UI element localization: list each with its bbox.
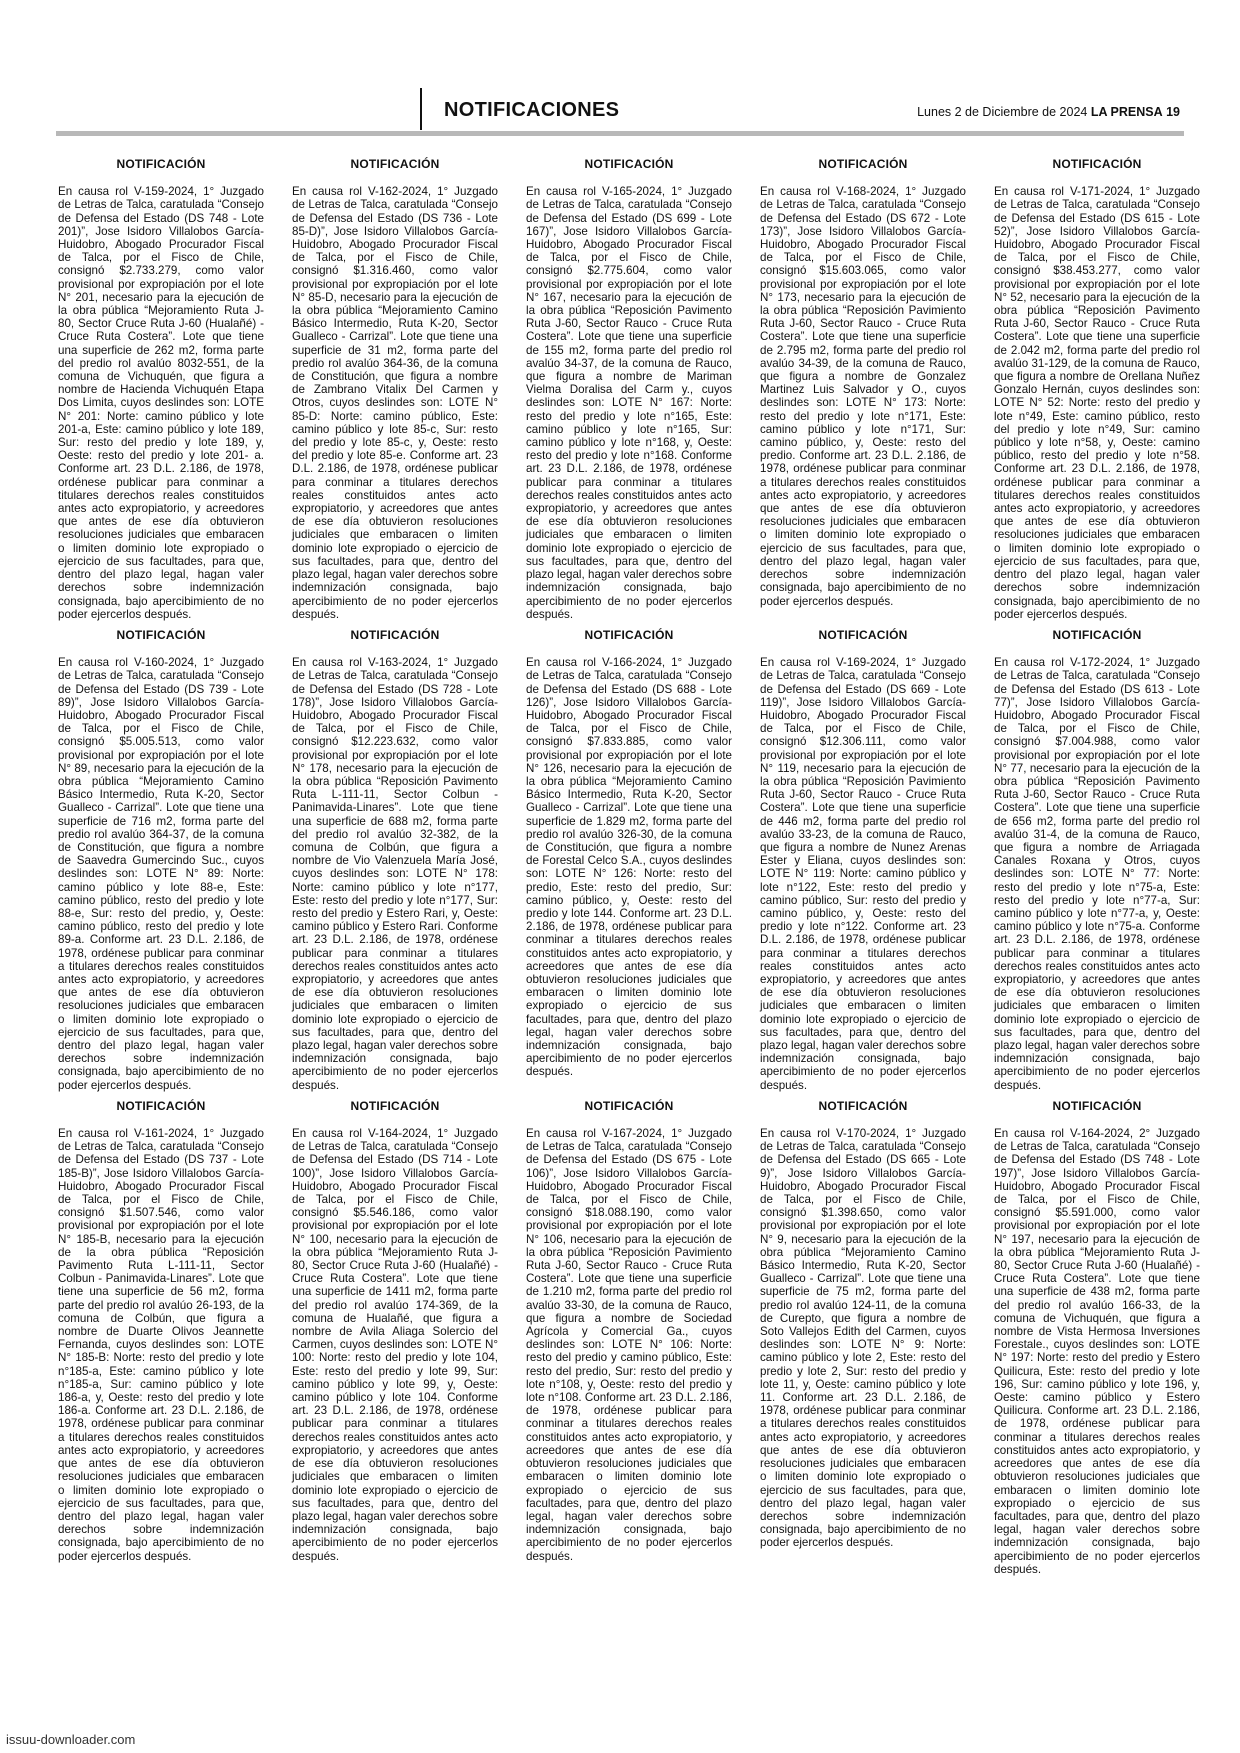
notice-title: NOTIFICACIÓN (116, 627, 206, 642)
notice-body: En causa rol V-172-2024, 1° Juzgado de Letras de Talca, caratulada “Consejo de Defensa del Estado (DS 613 - Lote 77)”, Jose Isidoro Villalobos García-Huidobro, Abogado Procurador Fiscal de Talca, por el Fisco de Chile, consignó $7.004.988, como valor provisional por expropiación por el lote N° 77, necesario para la ejecución de la obra pública “Reposición Pavimento Ruta J-60, Sector Rauco - Cruce Ruta Costera”. Lote que tiene una superficie de 656 m2, forma parte del predio rol avalúo 31-4, de la comuna de Rauco, que figura a nombre de Arriagada Canales Roxana y Otros, cuyos deslindes son: LOTE N° 77: Norte: resto del predio y lote n°75-a, Este: resto del predio y lote n°77-a, Sur: camino público y lote n°77-a, y, Oeste: camino público y lote n°75-a. Conforme art. 23 D.L. 2.186, de 1978, ordénese publicar para conminar a titulares derechos reales constituidos antes acto expropiatorio, y acreedores que antes de ese día obtuvieron resoluciones judiciales que embaracen o limiten dominio lote expropiado o ejercicio de sus facultades, para que, dentro del plazo legal, hagan valer derechos sobre indemnización consignada, bajo apercibimiento de no poder ejercerlos después. (994, 656, 1200, 1092)
notice-title: NOTIFICACIÓN (116, 1098, 206, 1113)
notice-body: En causa rol V-166-2024, 1° Juzgado de Letras de Talca, caratulada “Consejo de Defensa del Estado (DS 688 - Lote 126)”, Jose Isidoro Villalobos García-Huidobro, Abogado Procurador Fiscal de Talca, por el Fisco de Chile, consignó $7.833.885, como valor provisional por expropiación por el lote N° 126, necesario para la ejecución de la obra pública “Mejoramiento Camino Básico Intermedio, Ruta K-20, Sector Gualleco - Carrizal”. Lote que tiene una superficie de 1.829 m2, forma parte del predio rol avalúo 326-30, de la comuna de Constitución, que figura a nombre de Forestal Celco S.A., cuyos deslindes son: LOTE N° 126: Norte: resto del predio, Este: resto del predio, Sur: camino público, y, Oeste: resto del predio y lote 144. Conforme art. 23 D.L. 2.186, de 1978, ordénese publicar para conminar a titulares derechos reales constituidos antes acto expropiatorio, y acreedores que antes de ese día obtuvieron resoluciones judiciales que embaracen o limiten dominio lote expropiado o ejercicio de sus facultades, para que, dentro del plazo legal, hagan valer derechos sobre indemnización consignada, bajo apercibimiento de no poder ejercerlos después. (526, 656, 732, 1079)
notice-grid (58, 150, 1200, 1576)
notice-title: NOTIFICACIÓN (818, 1098, 908, 1113)
notice (994, 150, 1200, 621)
notice-title: NOTIFICACIÓN (584, 627, 674, 642)
notice-title: NOTIFICACIÓN (350, 1098, 440, 1113)
notice-title: NOTIFICACIÓN (584, 157, 674, 171)
dateline (917, 105, 1180, 119)
notice (994, 1092, 1200, 1576)
notice (58, 150, 264, 621)
header-vertical-rule (420, 88, 422, 130)
notice-title: NOTIFICACIÓN (350, 627, 440, 642)
notice (292, 1092, 498, 1576)
notice-body: En causa rol V-161-2024, 1° Juzgado de Letras de Talca, caratulada “Consejo de Defensa del Estado (DS 737 - Lote 185-B)”, Jose Isidoro Villalobos García-Huidobro, Abogado Procurador Fiscal de Talca, por el Fisco de Chile, consignó $1.507.546, como valor provisional por expropiación por el lote N° 185-B, necesario para la ejecución de la obra pública “Reposición Pavimento Ruta L-111-11, Sector Colbun - Panimavida-Linares”. Lote que tiene una superficie de 56 m2, forma parte del predio rol avalúo 26-193, de la comuna de Colbún, que figura a nombre de Duarte Olivos Jeannette Fernanda, cuyos deslindes son: LOTE N° 185-B: Norte: resto del predio y lote n°185-a, Este: camino público y lote n°185-a, Sur: camino público y lote 186-a, y, Oeste: resto del predio y lote 186-a. Conforme art. 23 D.L. 2.186, de 1978, ordénese publicar para conminar a titulares derechos reales constituidos antes acto expropiatorio, y acreedores que antes de ese día obtuvieron resoluciones judiciales que embaracen o limiten dominio lote expropiado o ejercicio de sus facultades, para que, dentro del plazo legal, hagan valer derechos sobre indemnización consignada, bajo apercibimiento de no poder ejercerlos después. (58, 1127, 264, 1563)
issue-date: Lunes 2 de Diciembre de 2024 (917, 105, 1088, 119)
publication-name: LA PRENSA (1090, 105, 1163, 119)
notice-body: En causa rol V-168-2024, 1° Juzgado de Letras de Talca, caratulada “Consejo de Defensa del Estado (DS 672 - Lote 173)”, Jose Isidoro Villalobos García-Huidobro, Abogado Procurador Fiscal de Talca, por el Fisco de Chile, consignó $15.603.065, como valor provisional por expropiación por el lote N° 173, necesario para la ejecución de la obra pública “Reposición Pavimiento Ruta J-60, Sector Rauco - Cruce Ruta Costera”. Lote que tiene una superficie de 2.795 m2, forma parte del predio rol avalúo 34-39, de la comuna de Rauco, que figura a nombre de Gonzalez Martinez Luis Salvador y O., cuyos deslindes son: LOTE N° 173: Norte: resto del predio y lote n°171, Este: camino público y lote n°171, Sur: camino público, y, Oeste: resto del predio. Conforme art. 23 D.L. 2.186, de 1978, ordénese publicar para conminar a titulares derechos reales constituidos antes acto expropiatorio, y acreedores que antes de ese día obtuvieron resoluciones judiciales que embaracen o limiten dominio lote expropiado o ejercicio de sus facultades, para que, dentro del plazo legal, hagan valer derechos sobre indemnización consignada, bajo apercibimiento de no poder ejercerlos después. (760, 185, 966, 608)
header-rule (56, 131, 1184, 136)
notice (994, 621, 1200, 1092)
notice (292, 621, 498, 1092)
notice-title: NOTIFICACIÓN (1052, 627, 1142, 642)
notice-body: En causa rol V-171-2024, 1° Juzgado de Letras de Talca, caratulada “Consejo de Defensa del Estado (DS 615 - Lote 52)”, Jose Isidoro Villalobos García-Huidobro, Abogado Procurador Fiscal de Talca, por el Fisco de Chile, consignó $38.453.277, como valor provisional por expropiación por el lote N° 52, necesario para la ejecución de la obra pública “Reposición Pavimento Ruta J-60, Sector Rauco - Cruce Ruta Costera”. Lote que tiene una superficie de 2.042 m2, forma parte del predio rol avalúo 31-129, de la comuna de Rauco, que figura a nombre de Orellana Nuñez Gonzalo Hernán, cuyos deslindes son: LOTE N° 52: Norte: resto del predio y lote n°49, Este: camino público, resto del predio y lote n°49, Sur: camino público y lote n°58, y, Oeste: camino público, resto del predio y lote n°58. Conforme art. 23 D.L. 2.186, de 1978, ordénese publicar para conminar a titulares derechos reales constituidos antes acto expropiatorio, y acreedores que antes de ese día obtuvieron resoluciones judiciales que embaracen o limiten dominio lote expropiado o ejercicio de sus facultades, para que, dentro del plazo legal, hagan valer derechos sobre indemnización consignada, bajo apercibimiento de no poder ejercerlos después. (994, 185, 1200, 621)
notice (760, 150, 966, 621)
section-title: NOTIFICACIONES (444, 99, 620, 121)
notice (292, 150, 498, 621)
notice-body: En causa rol V-163-2024, 1° Juzgado de Letras de Talca, caratulada “Consejo de Defensa del Estado (DS 728 - Lote 178)”, Jose Isidoro Villalobos García-Huidobro, Abogado Procurador Fiscal de Talca, por el Fisco de Chile, consignó $12.223.632, como valor provisional por expropiación por el lote N° 178, necesario para la ejecución de la obra pública “Reposición Pavimento Ruta L-111-11, Sector Colbun - Panimavida-Linares”. Lote que tiene una superficie de 688 m2, forma parte del predio rol avalúo 32-382, de la comuna de Colbún, que figura a nombre de Vio Valenzuela María José, cuyos deslindes son: LOTE N° 178: Norte: camino público y lote n°177, Este: resto del predio y lote n°177, Sur: resto del predio y Estero Rari, y, Oeste: camino público y Estero Rari. Conforme art. 23 D.L. 2.186, de 1978, ordénese publicar para conminar a titulares derechos reales constituidos antes acto expropiatorio, y acreedores que antes de ese día obtuvieron resoluciones judiciales que embaracen o limiten dominio lote expropiado o ejercicio de sus facultades, para que, dentro del plazo legal, hagan valer derechos sobre indemnización consignada, bajo apercibimiento de no poder ejercerlos después. (292, 656, 498, 1092)
notice-title: NOTIFICACIÓN (818, 627, 908, 642)
notice (58, 1092, 264, 1576)
notice (526, 621, 732, 1092)
notice-body: En causa rol V-169-2024, 1° Juzgado de Letras de Talca, caratulada “Consejo de Defensa del Estado (DS 669 - Lote 119)”, Jose Isidoro Villalobos García-Huidobro, Abogado Procurador Fiscal de Talca, por el Fisco de Chile, consignó $12.306.111, como valor provisional por expropiación por el lote N° 119, necesario para la ejecución de la obra pública “Reposición Pavimiento Ruta J-60, Sector Rauco - Cruce Ruta Costera”. Lote que tiene una superficie de 446 m2, forma parte del predio rol avalúo 33-23, de la comuna de Rauco, que figura a nombre de Nunez Arenas Ester y Eliana, cuyos deslindes son: LOTE N° 119: Norte: camino público y lote n°122, Este: resto del predio y camino público, Sur: resto del predio y camino público, y, Oeste: resto del predio y lote n°122. Conforme art. 23 D.L. 2.186, de 1978, ordénese publicar para conminar a titulares derechos reales constituidos antes acto expropiatorio, y acreedores que antes de ese día obtuvieron resoluciones judiciales que embaracen o limiten dominio lote expropiado o ejercicio de sus facultades, para que, dentro del plazo legal, hagan valer derechos sobre indemnización consignada, bajo apercibimiento de no poder ejercerlos después. (760, 656, 966, 1092)
notice-body: En causa rol V-167-2024, 1° Juzgado de Letras de Talca, caratulada “Consejo de Defensa del Estado (DS 675 - Lote 106)”, Jose Isidoro Villalobos García-Huidobro, Abogado Procurador Fiscal de Talca, por el Fisco de Chile, consignó $18.088.190, como valor provisional por expropiación por el lote N° 106, necesario para la ejecución de la obra pública “Reposición Pavimiento Ruta J-60, Sector Rauco - Cruce Ruta Costera”. Lote que tiene una superficie de 1.210 m2, forma parte del predio rol avalúo 33-30, de la comuna de Rauco, que figura a nombre de Sociedad Agrícola y Comercial Ga., cuyos deslindes son: LOTE N° 106: Norte: resto del predio y camino público, Este: resto del predio, Sur: resto del predio y lote n°108, y, Oeste: resto del predio y lote n°108. Conforme art. 23 D.L. 2.186, de 1978, ordénese publicar para conminar a titulares derechos reales constituidos antes acto expropiatorio, y acreedores que antes de ese día obtuvieron resoluciones judiciales que embaracen o limiten dominio lote expropiado o ejercicio de sus facultades, para que, dentro del plazo legal, hagan valer derechos sobre indemnización consignada, bajo apercibimiento de no poder ejercerlos después. (526, 1127, 732, 1563)
notice-body: En causa rol V-162-2024, 1° Juzgado de Letras de Talca, caratulada “Consejo de Defensa del Estado (DS 736 - Lote 85-D)”, Jose Isidoro Villalobos García-Huidobro, Abogado Procurador Fiscal de Talca, por el Fisco de Chile, consignó $1.316.460, como valor provisional por expropiación por el lote N° 85-D, necesario para la ejecución de la obra pública “Mejoramiento Camino Básico Intermedio, Ruta K-20, Sector Gualleco - Carrizal”. Lote que tiene una superficie de 31 m2, forma parte del predio rol avalúo 364-36, de la comuna de Constitución, que figura a nombre de Zambrano Vitalix Del Carmen y Otros, cuyos deslindes son: LOTE N° 85-D: Norte: camino público, Este: camino público y lote 85-c, Sur: resto del predio y lote 85-c, y, Oeste: resto del predio y lote 85-e. Conforme art. 23 D.L. 2.186, de 1978, ordénese publicar para conminar a titulares derechos reales constituidos antes acto expropiatorio, y acreedores que antes de ese día obtuvieron resoluciones judiciales que embaracen o limiten dominio lote expropiado o ejercicio de sus facultades, para que, dentro del plazo legal, hagan valer derechos sobre indemnización consignada, bajo apercibimiento de no poder ejercerlos después. (292, 185, 498, 621)
notice-body: En causa rol V-159-2024, 1° Juzgado de Letras de Talca, caratulada “Consejo de Defensa del Estado (DS 748 - Lote 201)”, Jose Isidoro Villalobos García-Huidobro, Abogado Procurador Fiscal de Talca, por el Fisco de Chile, consignó $2.733.279, como valor provisional por expropiación por el lote N° 201, necesario para la ejecución de la obra pública “Mejoramiento Ruta J-80, Sector Cruce Ruta J-60 (Hualañé) - Cruce Ruta Costera”. Lote que tiene una superficie de 262 m2, forma parte del predio rol avalúo 8032-551, de la comuna de Vichuquén, que figura a nombre de Hacienda Vichuquén Etapa Dos Limita, cuyos deslindes son: LOTE N° 201: Norte: camino público y lote 201-a, Este: camino público y lote 189, Sur: resto del predio y lote 189, y, Oeste: resto del predio y lote 201- a. Conforme art. 23 D.L. 2.186, de 1978, ordénese publicar para conminar a titulares derechos reales constituidos antes acto expropiatorio, y acreedores que antes de ese día obtuvieron resoluciones judiciales que embaracen o limiten dominio lote expropiado o ejercicio de sus facultades, para que, dentro del plazo legal, hagan valer derechos sobre indemnización consignada, bajo apercibimiento de no poder ejercerlos después. (58, 185, 264, 621)
notice (760, 1092, 966, 1576)
page-number: 19 (1166, 105, 1180, 119)
notice-body: En causa rol V-170-2024, 1° Juzgado de Letras de Talca, caratulada “Consejo de Defensa del Estado (DS 665 - Lote 9)”, Jose Isidoro Villalobos García-Huidobro, Abogado Procurador Fiscal de Talca, por el Fisco de Chile, consignó $1.398.650, como valor provisional por expropiación por el lote N° 9, necesario para la ejecución de la obra pública “Mejoramiento Camino Básico Intermedio, Ruta K-20, Sector Gualleco - Carrizal”. Lote que tiene una superficie de 75 m2, forma parte del predio rol avalúo 124-11, de la comuna de Curepto, que figura a nombre de Soto Vallejos Edith del Carmen, cuyos deslindes son: LOTE N° 9: Norte: camino público y lote 2, Este: resto del predio y lote 2, Sur: resto del predio y lote 11, y, Oeste: camino público y lote 11. Conforme art. 23 D.L. 2.186, de 1978, ordénese publicar para conminar a titulares derechos reales constituidos antes acto expropiatorio, y acreedores que antes de ese día obtuvieron resoluciones judiciales que embaracen o limiten dominio lote expropiado o ejercicio de sus facultades, para que, dentro del plazo legal, hagan valer derechos sobre indemnización consignada, bajo apercibimiento de no poder ejercerlos después. (760, 1127, 966, 1550)
notice-title: NOTIFICACIÓN (116, 157, 206, 171)
notice (526, 1092, 732, 1576)
notice-title: NOTIFICACIÓN (584, 1098, 674, 1113)
notice-title: NOTIFICACIÓN (1052, 157, 1142, 171)
notice-body: En causa rol V-160-2024, 1° Juzgado de Letras de Talca, caratulada “Consejo de Defensa del Estado (DS 739 - Lote 89)”, Jose Isidoro Villalobos García-Huidobro, Abogado Procurador Fiscal de Talca, por el Fisco de Chile, consignó $5.005.513, como valor provisional por expropiación por el lote N° 89, necesario para la ejecución de la obra pública “Mejoramiento Camino Básico Intermedio, Ruta K-20, Sector Gualleco - Carrizal”. Lote que tiene una superficie de 716 m2, forma parte del predio rol avalúo 364-37, de la comuna de Constitución, que figura a nombre de Saavedra Gumercindo Suc., cuyos deslindes son: LOTE N° 89: Norte: camino público y lote 88-e, Este: camino público, resto del predio y lote 88-e, Sur: resto del predio, y, Oeste: camino público, resto del predio y lote 89-a. Conforme art. 23 D.L. 2.186, de 1978, ordénese publicar para conminar a titulares derechos reales constituidos antes acto expropiatorio, y acreedores que antes de ese día obtuvieron resoluciones judiciales que embaracen o limiten dominio lote expropiado o ejercicio de sus facultades, para que, dentro del plazo legal, hagan valer derechos sobre indemnización consignada, bajo apercibimiento de no poder ejercerlos después. (58, 656, 264, 1092)
notice-title: NOTIFICACIÓN (1052, 1098, 1142, 1113)
notice (526, 150, 732, 621)
watermark: issuu-downloader.com (6, 1732, 136, 1747)
notice-body: En causa rol V-164-2024, 2° Juzgado de Letras de Talca, caratulada “Consejo de Defensa del Estado (DS 748 - Lote 197)”, Jose Isidoro Villalobos García-Huidobro, Abogado Procurador Fiscal de Talca, por el Fisco de Chile, consignó $5.591.000, como valor provisional por expropiación por el lote N° 197, necesario para la ejecución de la obra pública “Mejoramiento Ruta J-80, Sector Cruce Ruta J-60 (Hualañé) - Cruce Ruta Costera”. Lote que tiene una superficie de 438 m2, forma parte del predio rol avalúo 166-33, de la comuna de Vichuquén, que figura a nombre de Vista Hermosa Inversiones Forestale., cuyos deslindes son: LOTE N° 197: Norte: resto del predio y Estero Quilicura, Este: resto del predio y lote 196, Sur: camino público y lote 196, y, Oeste: camino público y Estero Quilicura. Conforme art. 23 D.L. 2.186, de 1978, ordénese publicar para conminar a titulares derechos reales constituidos antes acto expropiatorio, y acreedores que antes de ese día obtuvieron resoluciones judiciales que embaracen o limiten dominio lote expropiado o ejercicio de sus facultades, para que, dentro del plazo legal, hagan valer derechos sobre indemnización consignada, bajo apercibimiento de no poder ejercerlos después. (994, 1127, 1200, 1576)
notice-body: En causa rol V-164-2024, 1° Juzgado de Letras de Talca, caratulada “Consejo de Defensa del Estado (DS 714 - Lote 100)”, Jose Isidoro Villalobos García-Huidobro, Abogado Procurador Fiscal de Talca, por el Fisco de Chile, consignó $5.546.186, como valor provisional por expropiación por el lote N° 100, necesario para la ejecución de la obra pública “Mejoramiento Ruta J-80, Sector Cruce Ruta J-60 (Hualañé) - Cruce Ruta Costera”. Lote que tiene una superficie de 1411 m2, forma parte del predio rol avalúo 174-369, de la comuna de Hualañé, que figura a nombre de Avila Aliaga Solercio del Carmen, cuyos deslindes son: LOTE N° 100: Norte: resto del predio y lote 104, Este: resto del predio y lote 99, Sur: camino público y lote 99, y, Oeste: camino público y lote 104. Conforme art. 23 D.L. 2.186, de 1978, ordénese publicar para conminar a titulares derechos reales constituidos antes acto expropiatorio, y acreedores que antes de ese día obtuvieron resoluciones judiciales que embaracen o limiten dominio lote expropiado o ejercicio de sus facultades, para que, dentro del plazo legal, hagan valer derechos sobre indemnización consignada, bajo apercibimiento de no poder ejercerlos después. (292, 1127, 498, 1563)
notice-body: En causa rol V-165-2024, 1° Juzgado de Letras de Talca, caratulada “Consejo de Defensa del Estado (DS 699 - Lote 167)”, Jose Isidoro Villalobos García-Huidobro, Abogado Procurador Fiscal de Talca, por el Fisco de Chile, consignó $2.775.604, como valor provisional por expropiación por el lote N° 167, necesario para la ejecución de la obra pública “Reposición Pavimento Ruta J-60, Sector Rauco - Cruce Ruta Costera”. Lote que tiene una superficie de 155 m2, forma parte del predio rol avalúo 34-37, de la comuna de Rauco, que figura a nombre de Mariman Vielma Doralisa del Carm y., cuyos deslindes son: LOTE N° 167: Norte: resto del predio y lote n°165, Este: camino público y lote n°165, Sur: camino público y lote n°168, y, Oeste: resto del predio y lote n°168. Conforme art. 23 D.L. 2.186, de 1978, ordénese publicar para conminar a titulares derechos reales constituidos antes acto expropiatorio, y acreedores que antes de ese día obtuvieron resoluciones judiciales que embaracen o limiten dominio lote expropiado o ejercicio de sus facultades, para que, dentro del plazo legal, hagan valer derechos sobre indemnización consignada, bajo apercibimiento de no poder ejercerlos después. (526, 185, 732, 621)
notice (760, 621, 966, 1092)
notice-title: NOTIFICACIÓN (818, 157, 908, 171)
notice-title: NOTIFICACIÓN (350, 157, 440, 171)
notice (58, 621, 264, 1092)
